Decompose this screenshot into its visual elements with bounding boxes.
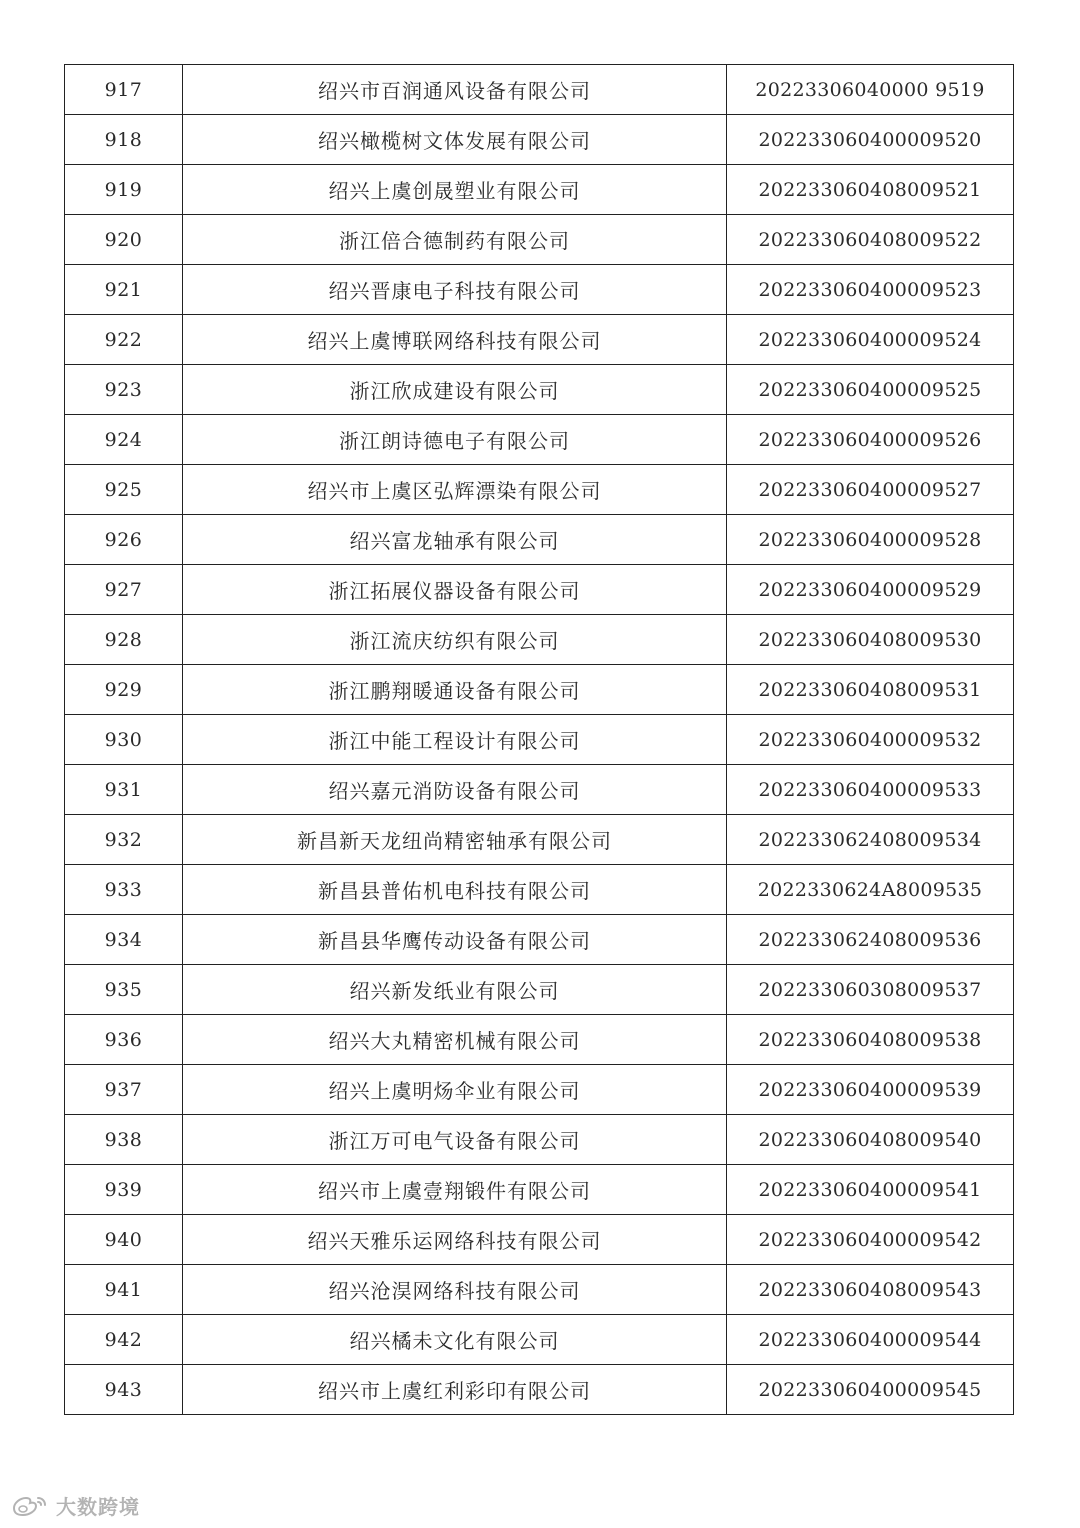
company-name-cell: 浙江欣成建设有限公司 bbox=[183, 365, 727, 415]
registration-code-cell: 202233060400009525 bbox=[727, 365, 1014, 415]
watermark bbox=[8, 1491, 140, 1520]
row-number-cell: 926 bbox=[65, 515, 183, 565]
company-name-cell: 浙江朗诗德电子有限公司 bbox=[183, 415, 727, 465]
company-name-cell: 绍兴上虞明炀伞业有限公司 bbox=[183, 1065, 727, 1115]
row-number-cell: 933 bbox=[65, 865, 183, 915]
table-row bbox=[65, 1365, 1014, 1415]
registration-code-cell: 202233060400009542 bbox=[727, 1215, 1014, 1265]
company-list-table bbox=[64, 64, 1014, 1415]
table-row bbox=[65, 915, 1014, 965]
registration-code-cell: 202233060408009522 bbox=[727, 215, 1014, 265]
table-row bbox=[65, 1065, 1014, 1115]
registration-code-cell: 20223306040000 9519 bbox=[727, 65, 1014, 115]
table-row bbox=[65, 115, 1014, 165]
registration-code-cell: 202233060400009523 bbox=[727, 265, 1014, 315]
table-row bbox=[65, 1115, 1014, 1165]
registration-code-cell: 202233060408009540 bbox=[727, 1115, 1014, 1165]
row-number-cell: 936 bbox=[65, 1015, 183, 1065]
row-number-cell: 928 bbox=[65, 615, 183, 665]
company-name-cell: 浙江鹏翔暖通设备有限公司 bbox=[183, 665, 727, 715]
company-name-cell: 新昌县华鹰传动设备有限公司 bbox=[183, 915, 727, 965]
row-number-cell: 934 bbox=[65, 915, 183, 965]
company-name-cell: 绍兴上虞博联网络科技有限公司 bbox=[183, 315, 727, 365]
row-number-cell: 940 bbox=[65, 1215, 183, 1265]
row-number-cell: 925 bbox=[65, 465, 183, 515]
row-number-cell: 922 bbox=[65, 315, 183, 365]
table-row bbox=[65, 415, 1014, 465]
table-row bbox=[65, 765, 1014, 815]
table-row bbox=[65, 1315, 1014, 1365]
registration-code-cell: 202233060400009541 bbox=[727, 1165, 1014, 1215]
table-row bbox=[65, 965, 1014, 1015]
row-number-cell: 919 bbox=[65, 165, 183, 215]
registration-code-cell: 202233060408009538 bbox=[727, 1015, 1014, 1065]
registration-code-cell: 202233062408009534 bbox=[727, 815, 1014, 865]
row-number-cell: 931 bbox=[65, 765, 183, 815]
registration-code-cell: 202233060308009537 bbox=[727, 965, 1014, 1015]
registration-code-cell: 202233060400009528 bbox=[727, 515, 1014, 565]
registration-code-cell: 202233060408009531 bbox=[727, 665, 1014, 715]
company-name-cell: 绍兴橘未文化有限公司 bbox=[183, 1315, 727, 1365]
weibo-logo-icon bbox=[8, 1494, 50, 1518]
table-row bbox=[65, 1265, 1014, 1315]
row-number-cell: 924 bbox=[65, 415, 183, 465]
company-name-cell: 绍兴天雅乐运网络科技有限公司 bbox=[183, 1215, 727, 1265]
registration-code-cell: 202233060400009527 bbox=[727, 465, 1014, 515]
registration-code-cell: 202233060408009543 bbox=[727, 1265, 1014, 1315]
row-number-cell: 943 bbox=[65, 1365, 183, 1415]
table-row bbox=[65, 265, 1014, 315]
row-number-cell: 918 bbox=[65, 115, 183, 165]
registration-code-cell: 202233060400009524 bbox=[727, 315, 1014, 365]
row-number-cell: 942 bbox=[65, 1315, 183, 1365]
row-number-cell: 937 bbox=[65, 1065, 183, 1115]
table-row bbox=[65, 365, 1014, 415]
company-name-cell: 绍兴市上虞壹翔锻件有限公司 bbox=[183, 1165, 727, 1215]
company-name-cell: 浙江流庆纺织有限公司 bbox=[183, 615, 727, 665]
row-number-cell: 920 bbox=[65, 215, 183, 265]
table-row bbox=[65, 165, 1014, 215]
table-row bbox=[65, 815, 1014, 865]
table-row bbox=[65, 615, 1014, 665]
registration-code-cell: 2022330624A8009535 bbox=[727, 865, 1014, 915]
row-number-cell: 921 bbox=[65, 265, 183, 315]
table-row bbox=[65, 565, 1014, 615]
company-name-cell: 绍兴市百润通风设备有限公司 bbox=[183, 65, 727, 115]
table-row bbox=[65, 215, 1014, 265]
company-name-cell: 绍兴富龙轴承有限公司 bbox=[183, 515, 727, 565]
row-number-cell: 932 bbox=[65, 815, 183, 865]
table-row bbox=[65, 465, 1014, 515]
registration-code-cell: 202233060400009545 bbox=[727, 1365, 1014, 1415]
registration-code-cell: 202233060400009520 bbox=[727, 115, 1014, 165]
company-name-cell: 绍兴大丸精密机械有限公司 bbox=[183, 1015, 727, 1065]
company-name-cell: 绍兴市上虞红利彩印有限公司 bbox=[183, 1365, 727, 1415]
company-name-cell: 新昌新天龙纽尚精密轴承有限公司 bbox=[183, 815, 727, 865]
table-row bbox=[65, 515, 1014, 565]
company-name-cell: 绍兴晋康电子科技有限公司 bbox=[183, 265, 727, 315]
table-row bbox=[65, 1165, 1014, 1215]
registration-code-cell: 202233060400009544 bbox=[727, 1315, 1014, 1365]
row-number-cell: 935 bbox=[65, 965, 183, 1015]
table-row bbox=[65, 65, 1014, 115]
row-number-cell: 929 bbox=[65, 665, 183, 715]
row-number-cell: 939 bbox=[65, 1165, 183, 1215]
row-number-cell: 938 bbox=[65, 1115, 183, 1165]
company-name-cell: 浙江倍合德制药有限公司 bbox=[183, 215, 727, 265]
row-number-cell: 917 bbox=[65, 65, 183, 115]
company-name-cell: 绍兴上虞创晟塑业有限公司 bbox=[183, 165, 727, 215]
table-row bbox=[65, 865, 1014, 915]
row-number-cell: 941 bbox=[65, 1265, 183, 1315]
company-name-cell: 浙江中能工程设计有限公司 bbox=[183, 715, 727, 765]
table-row bbox=[65, 1215, 1014, 1265]
company-name-cell: 新昌县普佑机电科技有限公司 bbox=[183, 865, 727, 915]
company-name-cell: 浙江拓展仪器设备有限公司 bbox=[183, 565, 727, 615]
company-name-cell: 浙江万可电气设备有限公司 bbox=[183, 1115, 727, 1165]
row-number-cell: 923 bbox=[65, 365, 183, 415]
company-name-cell: 绍兴新发纸业有限公司 bbox=[183, 965, 727, 1015]
company-name-cell: 绍兴市上虞区弘辉漂染有限公司 bbox=[183, 465, 727, 515]
company-name-cell: 绍兴沧淏网络科技有限公司 bbox=[183, 1265, 727, 1315]
registration-code-cell: 202233060400009533 bbox=[727, 765, 1014, 815]
row-number-cell: 927 bbox=[65, 565, 183, 615]
registration-code-cell: 202233060408009530 bbox=[727, 615, 1014, 665]
table-row bbox=[65, 715, 1014, 765]
company-name-cell: 绍兴嘉元消防设备有限公司 bbox=[183, 765, 727, 815]
table-row bbox=[65, 665, 1014, 715]
registration-code-cell: 202233062408009536 bbox=[727, 915, 1014, 965]
row-number-cell: 930 bbox=[65, 715, 183, 765]
registration-code-cell: 202233060400009529 bbox=[727, 565, 1014, 615]
table-body bbox=[65, 65, 1014, 1415]
company-name-cell: 绍兴橄榄树文体发展有限公司 bbox=[183, 115, 727, 165]
registration-code-cell: 202233060400009539 bbox=[727, 1065, 1014, 1115]
registration-code-cell: 202233060408009521 bbox=[727, 165, 1014, 215]
table-row bbox=[65, 315, 1014, 365]
registration-code-cell: 202233060400009532 bbox=[727, 715, 1014, 765]
registration-code-cell: 202233060400009526 bbox=[727, 415, 1014, 465]
watermark-text: 大数跨境 bbox=[56, 1495, 140, 1519]
table-row bbox=[65, 1015, 1014, 1065]
